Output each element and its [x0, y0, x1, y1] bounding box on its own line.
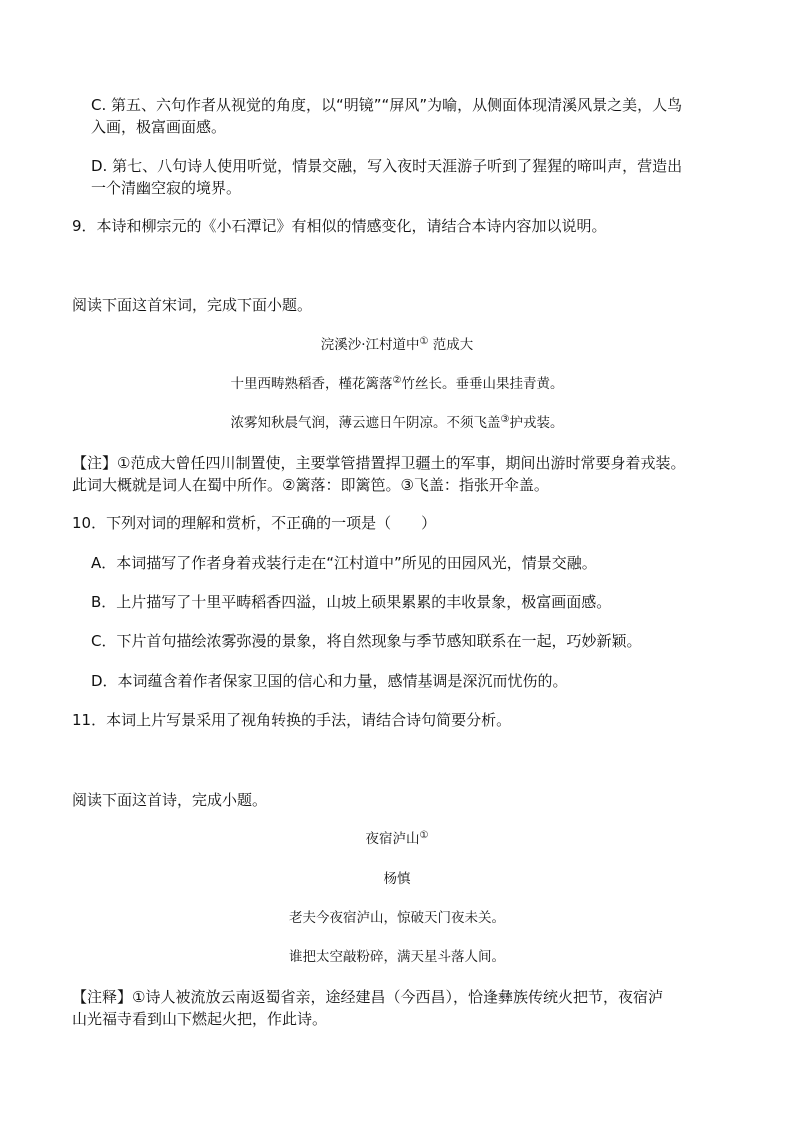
poem2-line2-part-b: 护戎装。: [509, 415, 564, 431]
q10-option-a: A．本词描写了作者身着戎装行走在“江村道中”所见的田园风光，情景交融。: [91, 554, 597, 572]
poem2-note-line1: 【注】①范成大曾任四川制置使，主要掌管措置捍卫疆土的军事，期间出游时常要身着戎装。: [72, 454, 686, 472]
poem3-line2: 谁把太空敲粉碎，满天星斗落人间。: [289, 949, 505, 965]
poem3-title-line: [0, 828, 794, 852]
option-c-line2: 入画，极富画面感。: [91, 118, 227, 136]
q10-option-c: C．下片首句描绘浓雾弥漫的景象，将自然现象与季节感知联系在一起，巧妙新颖。: [91, 632, 642, 650]
q10-option-b: B．上片描写了十里平畴稻香四溢，山坡上硕果累累的丰收景象，极富画面感。: [91, 593, 612, 611]
poem2-author: 范成大: [428, 337, 474, 353]
option-c-line1: C. 第五、六句作者从视觉的角度，以“明镜”“屏风”为喻，从侧面体现清溪风景之美，人鸟: [91, 96, 683, 114]
poem2-line1-part-b: 竹丝长。垂垂山果挂青黄。: [401, 376, 564, 392]
poem2-line1: [0, 373, 794, 397]
q10-option-d: D．本词蕴含着作者保家卫国的信心和力量，感情基调是深沉而忧伤的。: [91, 672, 568, 690]
poem2-title-line: [0, 334, 794, 358]
question-9: 9．本诗和柳宗元的《小石潭记》有相似的情感变化，请结合本诗内容加以说明。: [72, 217, 607, 235]
option-d-line1: D. 第七、八句诗人使用听觉，情景交融，写入夜时天涯游子听到了猩猩的啼叫声，营造出: [91, 157, 683, 175]
poem2-line2-part-a: 浓雾知秋晨气润，薄云遮日午阴凉。不须飞盖: [230, 415, 501, 431]
section3-intro: 阅读下面这首诗，完成小题。: [72, 791, 268, 809]
poem3-title-note-mark: ①: [419, 830, 429, 841]
poem2-line2-note-mark: ③: [500, 414, 510, 425]
poem3-note-line1: 【注释】①诗人被流放云南返蜀省亲，途经建昌（今西昌），恰逢彝族传统火把节，夜宿泸: [72, 988, 663, 1006]
poem3-title: 夜宿泸山: [365, 831, 420, 847]
poem3-line1: 老夫今夜宿泸山，惊破天门夜未关。: [289, 910, 505, 926]
poem2-note-line2: 此词大概就是词人在蜀中所作。②篱落：即篱笆。③飞盖：指张开伞盖。: [72, 476, 549, 494]
poem3-author: 杨慎: [383, 871, 411, 887]
poem3-note-line2: 山光福寺看到山下燃起火把，作此诗。: [72, 1010, 328, 1028]
section2-intro: 阅读下面这首宋词，完成下面小题。: [72, 296, 313, 314]
poem2-title: 浣溪沙·江村道中: [320, 337, 420, 353]
option-d-line2: 一个清幽空寂的境界。: [91, 179, 242, 197]
question-11: 11．本词上片写景采用了视角转换的手法，请结合诗句简要分析。: [72, 711, 512, 729]
poem2-title-note-mark: ①: [419, 336, 429, 347]
poem2-line2: [0, 412, 794, 436]
question-10: 10．下列对词的理解和赏析，不正确的一项是（ ）: [72, 514, 437, 532]
poem2-line1-note-mark: ②: [392, 375, 402, 386]
poem2-line1-part-a: 十里西畴熟稻香，槿花篱落: [230, 376, 393, 392]
